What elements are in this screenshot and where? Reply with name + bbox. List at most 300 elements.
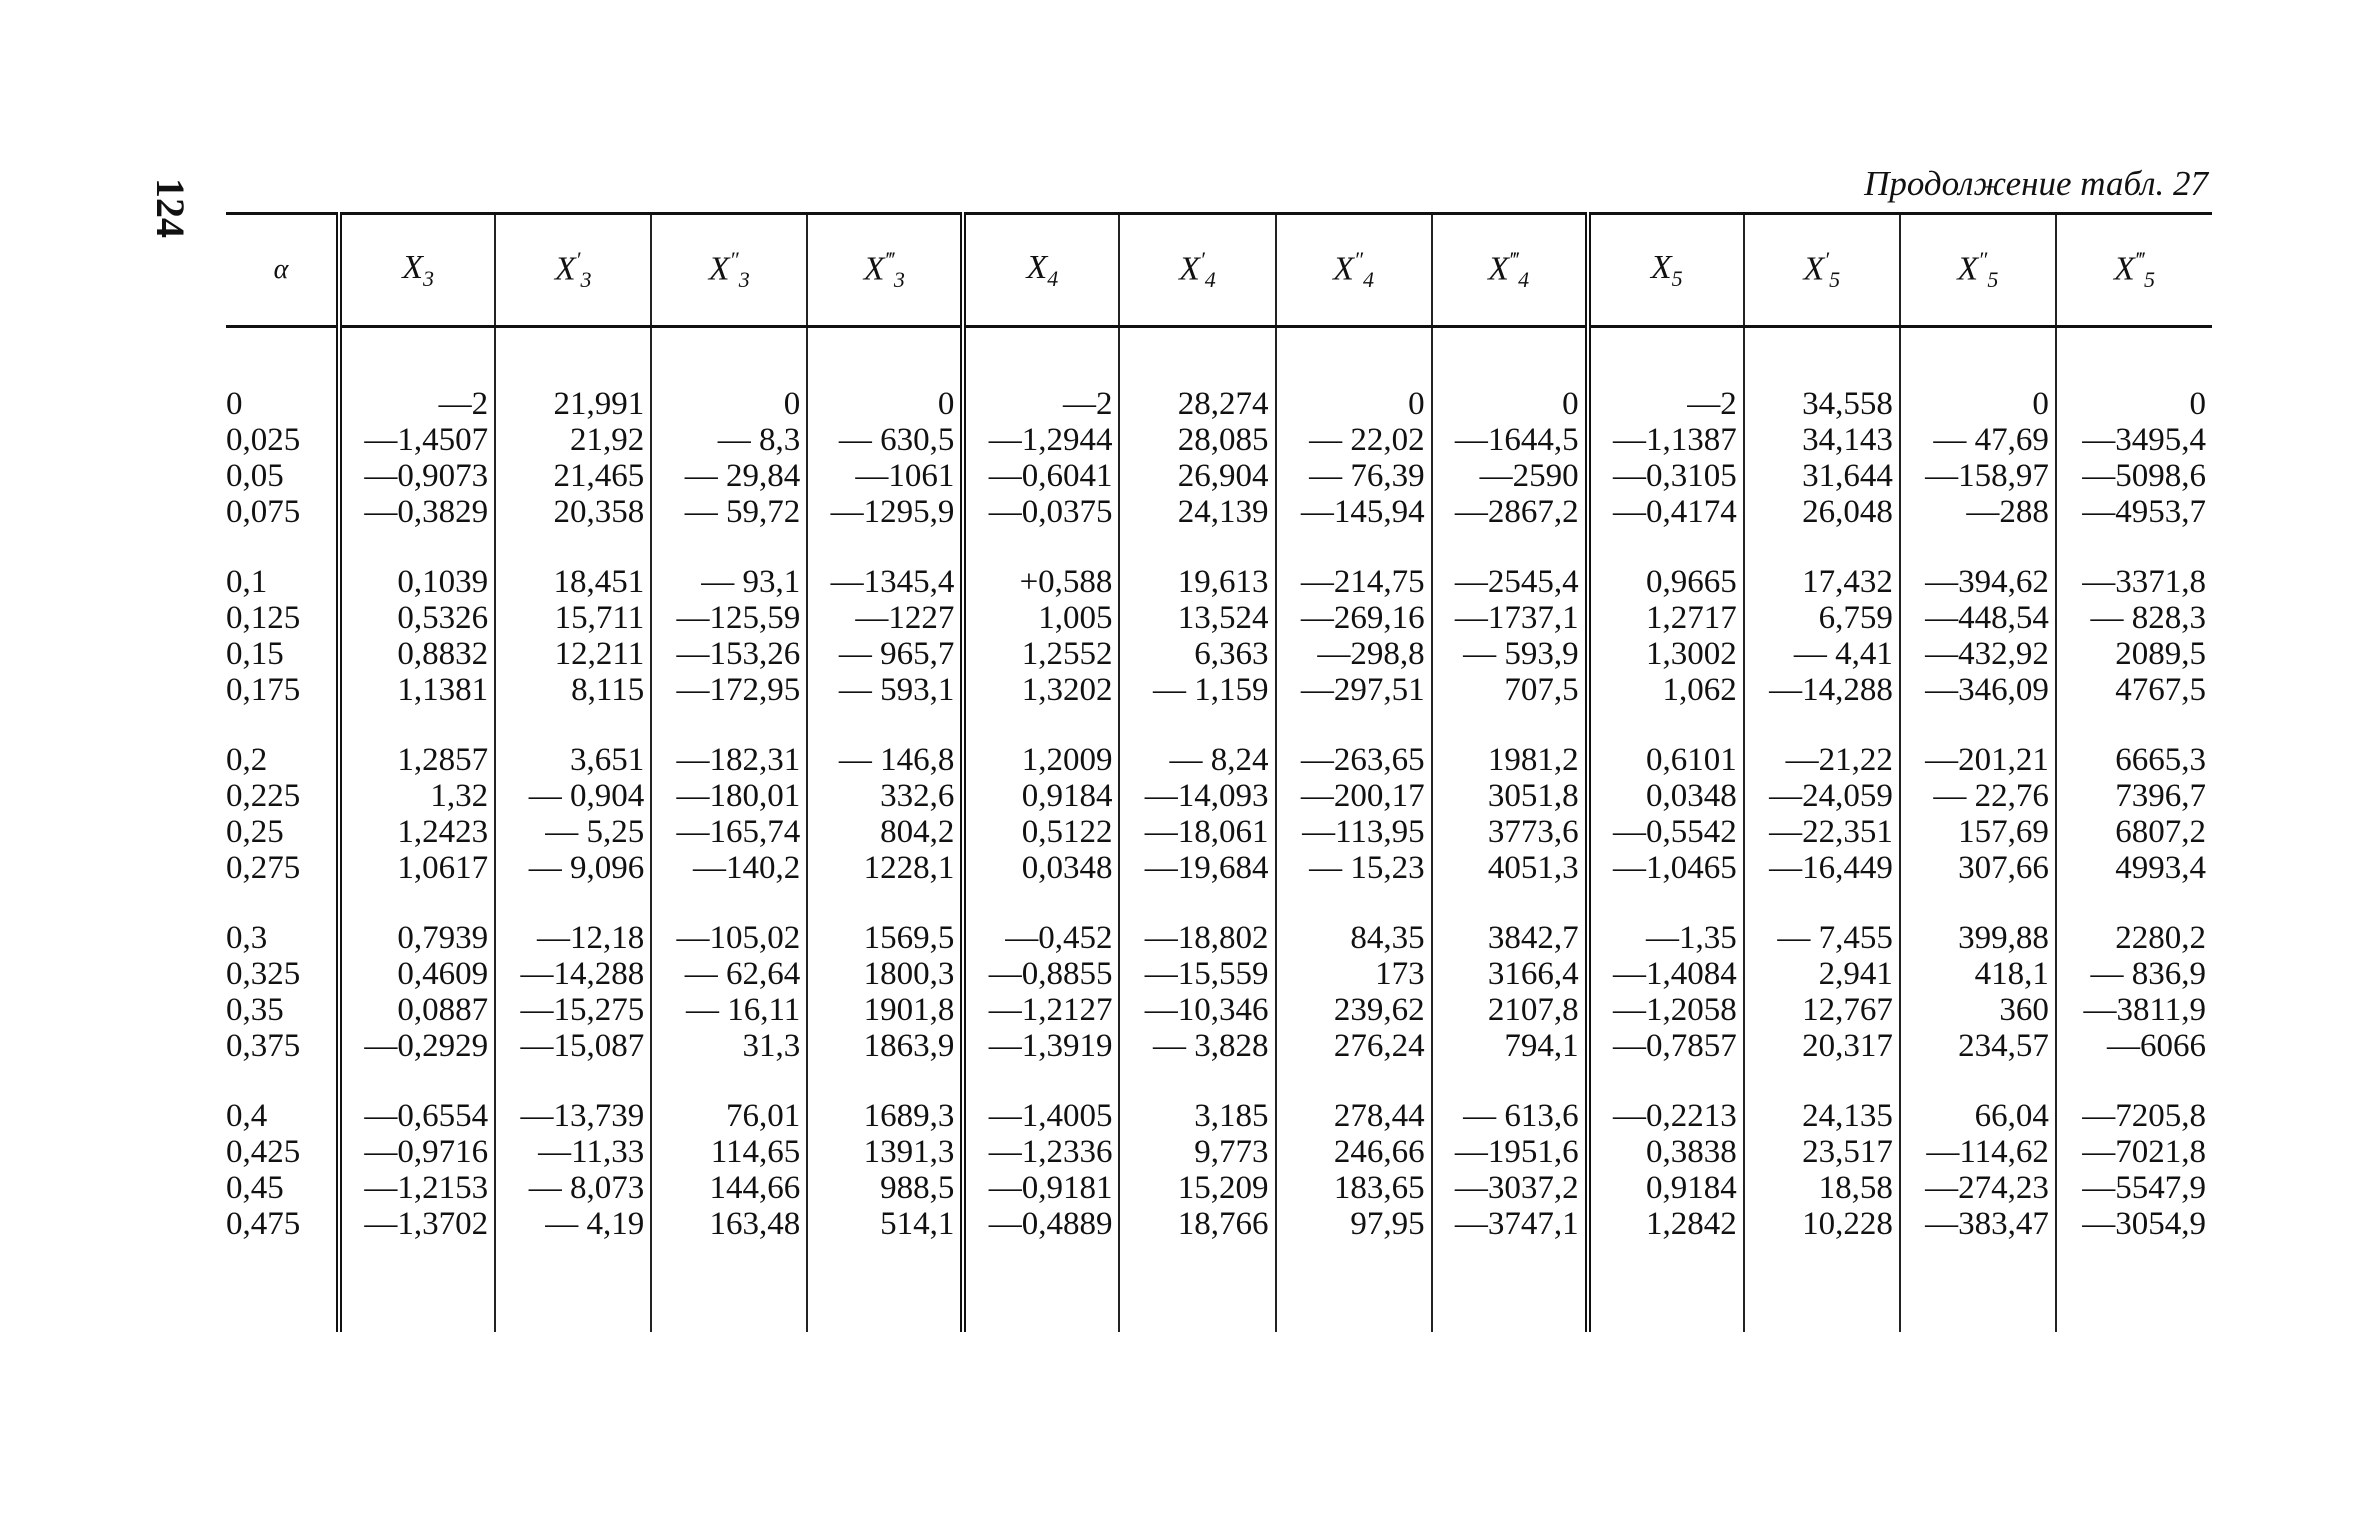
value-cell: —12,18: [495, 920, 651, 956]
value-cell: 15,209: [1119, 1170, 1275, 1206]
table-row: [226, 672, 2212, 708]
spacer-cell: [651, 886, 807, 920]
header-index: 3: [422, 265, 434, 291]
value-cell: —1,2336: [963, 1134, 1119, 1170]
value-cell: —269,16: [1276, 600, 1432, 636]
value-cell: —3495,4: [2056, 422, 2212, 458]
value-cell: — 0,904: [495, 778, 651, 814]
value-cell: 2107,8: [1432, 992, 1588, 1028]
value-cell: —19,684: [1119, 850, 1275, 886]
spacer-cell: [1276, 886, 1432, 920]
value-cell: 707,5: [1432, 672, 1588, 708]
value-cell: —14,288: [1744, 672, 1900, 708]
value-cell: —394,62: [1900, 564, 2056, 600]
value-cell: —15,275: [495, 992, 651, 1028]
alpha-cell: 0,475: [226, 1206, 301, 1242]
value-cell: 3842,7: [1432, 920, 1588, 956]
value-cell: 6807,2: [2056, 814, 2212, 850]
spacer-cell: [1119, 327, 1275, 387]
value-cell: —263,65: [1276, 742, 1432, 778]
table-row: [226, 992, 2212, 1028]
spacer-cell: [1744, 327, 1900, 387]
alpha-cell: 0,125: [226, 600, 301, 636]
value-cell: — 8,24: [1119, 742, 1275, 778]
header-col-1: [339, 214, 495, 327]
alpha-cell: 0,15: [226, 636, 284, 672]
spacer-cell: [339, 1242, 495, 1332]
value-cell: 0: [651, 386, 807, 422]
value-cell: — 16,11: [651, 992, 807, 1028]
header-col-6: [1119, 214, 1275, 327]
header-col-8: [1432, 214, 1588, 327]
value-cell: —14,093: [1119, 778, 1275, 814]
header-index: 5: [1671, 265, 1683, 291]
spacer-cell: [1900, 327, 2056, 387]
table-row: [226, 956, 2212, 992]
value-cell: 183,65: [1276, 1170, 1432, 1206]
value-cell: 1569,5: [807, 920, 963, 956]
value-cell: 399,88: [1900, 920, 2056, 956]
value-cell: 163,48: [651, 1206, 807, 1242]
alpha-cell: 0,275: [226, 850, 301, 886]
spacer-cell: [651, 708, 807, 742]
header-index: 4: [1518, 267, 1530, 293]
value-cell: 15,711: [495, 600, 651, 636]
header-index: 4: [1363, 267, 1375, 293]
value-cell: 4767,5: [2056, 672, 2212, 708]
value-cell: —0,4889: [963, 1206, 1119, 1242]
value-cell: —113,95: [1276, 814, 1432, 850]
spacer-cell: [1432, 1064, 1588, 1098]
value-cell: 3,185: [1119, 1098, 1275, 1134]
value-cell: 988,5: [807, 1170, 963, 1206]
value-cell: —10,346: [1119, 992, 1275, 1028]
value-cell: —18,061: [1119, 814, 1275, 850]
header-index: 5: [2143, 267, 2155, 293]
value-cell: 173: [1276, 956, 1432, 992]
spacer-cell: [1588, 1064, 1744, 1098]
value-cell: 278,44: [1276, 1098, 1432, 1134]
spacer-cell: [807, 886, 963, 920]
value-cell: —114,62: [1900, 1134, 2056, 1170]
spacer-cell: [807, 327, 963, 387]
spacer-cell: [495, 1064, 651, 1098]
value-cell: 0,1039: [339, 564, 495, 600]
spacer-cell: [1276, 530, 1432, 564]
value-cell: 4051,3: [1432, 850, 1588, 886]
header-col-11: [1900, 214, 2056, 327]
header-index: 3: [738, 267, 750, 293]
spacer-cell: [1588, 1242, 1744, 1332]
value-cell: 0,9184: [1588, 1170, 1744, 1206]
spacer-cell: [339, 327, 495, 387]
value-cell: 1,3002: [1588, 636, 1744, 672]
alpha-cell: 0,2: [226, 742, 268, 778]
value-cell: 239,62: [1276, 992, 1432, 1028]
spacer-cell: [495, 530, 651, 564]
table-row: [226, 850, 2212, 886]
value-cell: 21,991: [495, 386, 651, 422]
spacer-cell: [226, 327, 339, 387]
value-cell: —172,95: [651, 672, 807, 708]
value-cell: 18,451: [495, 564, 651, 600]
value-cell: 246,66: [1276, 1134, 1432, 1170]
value-cell: — 7,455: [1744, 920, 1900, 956]
value-cell: —1,2153: [339, 1170, 495, 1206]
value-cell: — 29,84: [651, 458, 807, 494]
value-cell: 13,524: [1119, 600, 1275, 636]
value-cell: 24,139: [1119, 494, 1275, 530]
spacer-cell: [339, 1064, 495, 1098]
spacer-cell: [1276, 1064, 1432, 1098]
header-col-10: [1744, 214, 1900, 327]
value-cell: —0,3105: [1588, 458, 1744, 494]
value-cell: —13,739: [495, 1098, 651, 1134]
value-cell: —2: [1588, 386, 1744, 422]
value-cell: 3166,4: [1432, 956, 1588, 992]
alpha-cell: 0,425: [226, 1134, 301, 1170]
value-cell: —0,2929: [339, 1028, 495, 1064]
value-cell: 6,759: [1744, 600, 1900, 636]
value-cell: 3051,8: [1432, 778, 1588, 814]
spacer-cell: [1432, 1242, 1588, 1332]
header-prime: ′: [1824, 246, 1830, 272]
value-cell: 26,048: [1744, 494, 1900, 530]
value-cell: 4993,4: [2056, 850, 2212, 886]
value-cell: 1,2552: [963, 636, 1119, 672]
value-cell: —1,4507: [339, 422, 495, 458]
value-cell: —1061: [807, 458, 963, 494]
value-cell: —165,74: [651, 814, 807, 850]
header-base: X: [1803, 250, 1825, 288]
value-cell: —0,9181: [963, 1170, 1119, 1206]
value-cell: 0,0348: [963, 850, 1119, 886]
spacer-cell: [226, 1242, 339, 1332]
value-cell: 2280,2: [2056, 920, 2212, 956]
header-base: X: [402, 248, 423, 286]
value-cell: 0,0887: [339, 992, 495, 1028]
value-cell: — 8,073: [495, 1170, 651, 1206]
header-col-12: [2056, 214, 2212, 327]
spacer-cell: [495, 327, 651, 387]
header-col-2: [495, 214, 651, 327]
alpha-cell: 0,375: [226, 1028, 301, 1064]
value-cell: 0: [1276, 386, 1432, 422]
spacer-cell: [1900, 886, 2056, 920]
value-cell: 0,9184: [963, 778, 1119, 814]
spacer-cell: [339, 708, 495, 742]
table-row: [226, 814, 2212, 850]
value-cell: 514,1: [807, 1206, 963, 1242]
table-caption: Продолжение табл. 27: [1864, 164, 2208, 203]
value-cell: —3037,2: [1432, 1170, 1588, 1206]
value-cell: — 47,69: [1900, 422, 2056, 458]
data-table: [226, 212, 2212, 1332]
value-cell: —11,33: [495, 1134, 651, 1170]
value-cell: —1,4005: [963, 1098, 1119, 1134]
value-cell: 0,8832: [339, 636, 495, 672]
value-cell: — 4,19: [495, 1206, 651, 1242]
spacer-row: [226, 708, 2212, 742]
value-cell: —0,6041: [963, 458, 1119, 494]
value-cell: 1,2717: [1588, 600, 1744, 636]
value-cell: — 593,1: [807, 672, 963, 708]
value-cell: —5547,9: [2056, 1170, 2212, 1206]
alpha-cell: 0,325: [226, 956, 301, 992]
header-base: X: [554, 250, 576, 288]
value-cell: —288: [1900, 494, 2056, 530]
spacer-cell: [339, 530, 495, 564]
spacer-cell: [495, 708, 651, 742]
table-row: [226, 1206, 2212, 1242]
value-cell: —1,3702: [339, 1206, 495, 1242]
value-cell: 114,65: [651, 1134, 807, 1170]
value-cell: 0: [807, 386, 963, 422]
value-cell: —2590: [1432, 458, 1588, 494]
spacer-cell: [2056, 327, 2212, 387]
header-base: α: [273, 254, 289, 285]
value-cell: — 613,6: [1432, 1098, 1588, 1134]
value-cell: —2867,2: [1432, 494, 1588, 530]
value-cell: 332,6: [807, 778, 963, 814]
value-cell: — 76,39: [1276, 458, 1432, 494]
table-body: [226, 327, 2212, 1333]
table-row: [226, 600, 2212, 636]
value-cell: — 15,23: [1276, 850, 1432, 886]
header-base: X: [1650, 248, 1672, 286]
value-cell: —15,087: [495, 1028, 651, 1064]
value-cell: 1981,2: [1432, 742, 1588, 778]
alpha-cell: 0,4: [226, 1098, 268, 1134]
value-cell: 1,2857: [339, 742, 495, 778]
table-row: [226, 458, 2212, 494]
value-cell: — 3,828: [1119, 1028, 1275, 1064]
value-cell: —1,2944: [963, 422, 1119, 458]
header-prime: ″: [729, 246, 739, 272]
spacer-cell: [807, 1242, 963, 1332]
value-cell: —0,8855: [963, 956, 1119, 992]
spacer-cell: [1900, 1242, 2056, 1332]
value-cell: 1,2842: [1588, 1206, 1744, 1242]
alpha-cell: 0,25: [226, 814, 284, 850]
value-cell: —0,3829: [339, 494, 495, 530]
table-row: [226, 494, 2212, 530]
value-cell: —1295,9: [807, 494, 963, 530]
value-cell: —0,452: [963, 920, 1119, 956]
value-cell: 84,35: [1276, 920, 1432, 956]
table-row: [226, 386, 2212, 422]
value-cell: 28,274: [1119, 386, 1275, 422]
spacer-cell: [963, 1064, 1119, 1098]
value-cell: 1,062: [1588, 672, 1744, 708]
value-cell: —1644,5: [1432, 422, 1588, 458]
value-cell: —346,09: [1900, 672, 2056, 708]
data-table-container: [226, 212, 2212, 1332]
header-prime: ‴: [2134, 246, 2144, 272]
value-cell: 76,01: [651, 1098, 807, 1134]
value-cell: — 965,7: [807, 636, 963, 672]
value-cell: 66,04: [1900, 1098, 2056, 1134]
header-col-4: [807, 214, 963, 327]
spacer-cell: [2056, 886, 2212, 920]
spacer-cell: [1119, 1064, 1275, 1098]
value-cell: — 9,096: [495, 850, 651, 886]
spacer-cell: [2056, 1064, 2212, 1098]
table-row: [226, 920, 2212, 956]
spacer-cell: [339, 886, 495, 920]
spacer-cell: [1119, 886, 1275, 920]
alpha-cell: 0,1: [226, 564, 268, 600]
spacer-cell: [1900, 708, 2056, 742]
value-cell: —182,31: [651, 742, 807, 778]
value-cell: —5098,6: [2056, 458, 2212, 494]
table-header: [226, 214, 2212, 327]
header-prime: ′: [575, 246, 581, 272]
value-cell: —2: [339, 386, 495, 422]
table-row: [226, 1098, 2212, 1134]
value-cell: 1,0617: [339, 850, 495, 886]
value-cell: 0,6101: [1588, 742, 1744, 778]
table-row: [226, 636, 2212, 672]
spacer-row: [226, 1242, 2212, 1332]
alpha-cell: 0,05: [226, 458, 284, 494]
spacer-cell: [1588, 886, 1744, 920]
value-cell: —0,7857: [1588, 1028, 1744, 1064]
value-cell: —14,288: [495, 956, 651, 992]
spacer-cell: [963, 708, 1119, 742]
value-cell: 34,558: [1744, 386, 1900, 422]
table-row: [226, 1028, 2212, 1064]
value-cell: 804,2: [807, 814, 963, 850]
header-row: [226, 214, 2212, 327]
value-cell: 21,465: [495, 458, 651, 494]
value-cell: — 1,159: [1119, 672, 1275, 708]
table-row: [226, 1170, 2212, 1206]
table-row: [226, 778, 2212, 814]
value-cell: —448,54: [1900, 600, 2056, 636]
value-cell: 7396,7: [2056, 778, 2212, 814]
value-cell: —1,2058: [1588, 992, 1744, 1028]
value-cell: 0,5122: [963, 814, 1119, 850]
spacer-cell: [1744, 708, 1900, 742]
value-cell: — 146,8: [807, 742, 963, 778]
value-cell: 20,317: [1744, 1028, 1900, 1064]
header-col-9: [1588, 214, 1744, 327]
value-cell: 0: [2056, 386, 2212, 422]
value-cell: 144,66: [651, 1170, 807, 1206]
spacer-cell: [1276, 327, 1432, 387]
spacer-cell: [1276, 1242, 1432, 1332]
header-index: 3: [580, 267, 592, 293]
header-prime: ″: [1353, 246, 1364, 272]
value-cell: —0,4174: [1588, 494, 1744, 530]
header-base: X: [1179, 250, 1200, 288]
value-cell: 1,2009: [963, 742, 1119, 778]
spacer-cell: [1276, 708, 1432, 742]
spacer-cell: [1432, 886, 1588, 920]
value-cell: —0,5542: [1588, 814, 1744, 850]
value-cell: 20,358: [495, 494, 651, 530]
value-cell: —1737,1: [1432, 600, 1588, 636]
spacer-cell: [963, 327, 1119, 387]
table-row: [226, 422, 2212, 458]
value-cell: — 62,64: [651, 956, 807, 992]
value-cell: —7021,8: [2056, 1134, 2212, 1170]
value-cell: 0,0348: [1588, 778, 1744, 814]
value-cell: 3773,6: [1432, 814, 1588, 850]
spacer-cell: [2056, 1242, 2212, 1332]
value-cell: 3,651: [495, 742, 651, 778]
alpha-cell: 0,35: [226, 992, 284, 1028]
header-prime: ‴: [884, 246, 894, 272]
spacer-cell: [1588, 530, 1744, 564]
value-cell: — 828,3: [2056, 600, 2212, 636]
value-cell: —2: [963, 386, 1119, 422]
header-index: 4: [1204, 267, 1216, 293]
value-cell: 0,9665: [1588, 564, 1744, 600]
value-cell: —1,1387: [1588, 422, 1744, 458]
header-col-5: [963, 214, 1119, 327]
alpha-cell: 0,075: [226, 494, 301, 530]
spacer-cell: [1900, 1064, 2056, 1098]
value-cell: 1,005: [963, 600, 1119, 636]
alpha-cell: 0,225: [226, 778, 301, 814]
spacer-cell: [495, 886, 651, 920]
value-cell: 157,69: [1900, 814, 2056, 850]
value-cell: —3054,9: [2056, 1206, 2212, 1242]
header-base: X: [1026, 248, 1048, 286]
value-cell: 28,085: [1119, 422, 1275, 458]
value-cell: 1,3202: [963, 672, 1119, 708]
spacer-cell: [495, 1242, 651, 1332]
spacer-row: [226, 886, 2212, 920]
value-cell: 2,941: [1744, 956, 1900, 992]
alpha-cell: 0,175: [226, 672, 301, 708]
value-cell: 23,517: [1744, 1134, 1900, 1170]
spacer-row: [226, 1064, 2212, 1098]
value-cell: —18,802: [1119, 920, 1275, 956]
value-cell: — 5,25: [495, 814, 651, 850]
value-cell: —16,449: [1744, 850, 1900, 886]
value-cell: —297,51: [1276, 672, 1432, 708]
value-cell: 307,66: [1900, 850, 2056, 886]
value-cell: —7205,8: [2056, 1098, 2212, 1134]
spacer-cell: [651, 1064, 807, 1098]
spacer-cell: [1432, 708, 1588, 742]
header-prime: ″: [1978, 246, 1988, 272]
spacer-cell: [807, 1064, 963, 1098]
spacer-cell: [963, 530, 1119, 564]
value-cell: 276,24: [1276, 1028, 1432, 1064]
value-cell: 1863,9: [807, 1028, 963, 1064]
value-cell: 0,5326: [339, 600, 495, 636]
value-cell: — 22,02: [1276, 422, 1432, 458]
value-cell: —105,02: [651, 920, 807, 956]
value-cell: —0,2213: [1588, 1098, 1744, 1134]
spacer-cell: [226, 708, 339, 742]
value-cell: —1,4084: [1588, 956, 1744, 992]
spacer-cell: [1744, 530, 1900, 564]
value-cell: 0: [1432, 386, 1588, 422]
header-base: X: [1333, 250, 1354, 288]
value-cell: — 93,1: [651, 564, 807, 600]
page-number: 124: [148, 178, 193, 238]
value-cell: 18,766: [1119, 1206, 1275, 1242]
value-cell: 0: [1900, 386, 2056, 422]
value-cell: 6665,3: [2056, 742, 2212, 778]
spacer-cell: [226, 530, 339, 564]
header-base: X: [863, 250, 885, 288]
